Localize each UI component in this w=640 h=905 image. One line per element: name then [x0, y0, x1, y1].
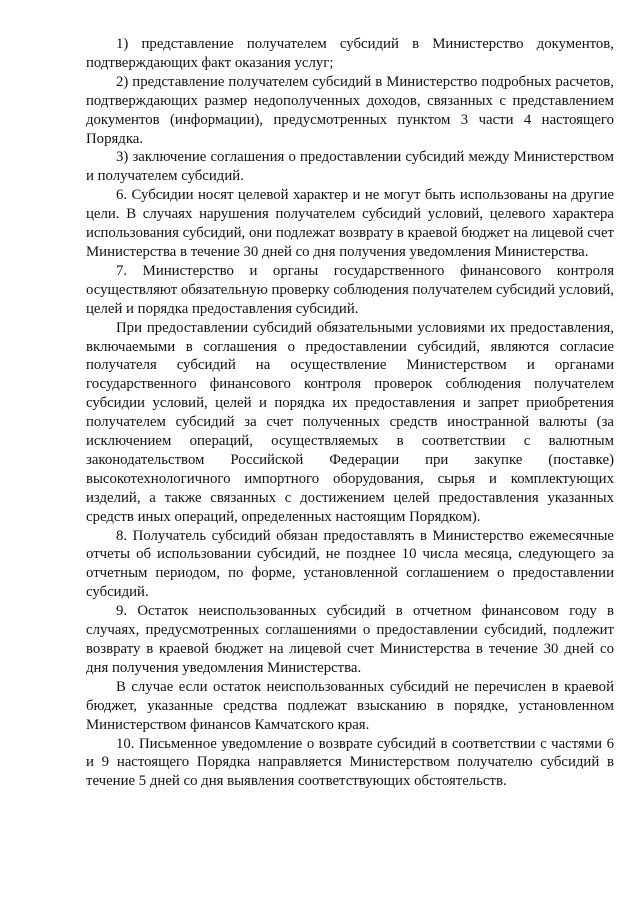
paragraph-item-2: 2) представление получателем субсидий в Министерство подробных расчетов, подтверждающих размер недополученных доходов, связанных с представлением документов (информации), предусмотренных пунктом 3 части 4 настоящего Порядка.	[86, 73, 614, 147]
paragraph-section-7-conditions: При предоставлении субсидий обязательными условиями их предоставления, включаемыми в соглашения о предоставлении субсидий, являются согласие получателя субсидий на осуществление Министерством и органами государственного финансового контроля проверок соблюдения получателем субсидии условий, целей и порядка их предоставления и запрет приобретения получателем субсидий за счет полученных средств иностранной валюты (за исключением операций, осуществляемых в соответствии с валютным законодательством Российской Федерации при закупке (поставке) высокотехнологичного импортного оборудования, сырья и комплектующих изделий, а также связанных с достижением целей предоставления указанных средств иных операций, определенных настоящим Порядком).	[86, 319, 614, 525]
document-body	[86, 35, 614, 791]
paragraph-item-3: 3) заключение соглашения о предоставлении субсидий между Министерством и получателем субсидий.	[86, 149, 614, 185]
paragraph-item-1: 1) представление получателем субсидий в Министерство документов, подтверждающих факт оказания услуг;	[86, 36, 614, 71]
paragraph-section-10: 10. Письменное уведомление о возврате субсидий в соответствии с частями 6 и 9 настоящего Порядка направляется Министерством получателю субсидий в течение 5 дней со дня выявления соответствующих обстоятельств.	[86, 735, 614, 790]
paragraph-section-9-recovery: В случае если остаток неиспользованных субсидий не перечислен в краевой бюджет, указанные средства подлежат взысканию в порядке, установленном Министерством финансов Камчатского края.	[86, 678, 614, 733]
paragraph-section-8: 8. Получатель субсидий обязан предоставлять в Министерство ежемесячные отчеты об использовании субсидий, не позднее 10 числа месяца, следующего за отчетным периодом, по форме, установленной соглашением о предоставлении субсидий.	[86, 527, 614, 601]
paragraph-section-6: 6. Субсидии носят целевой характер и не могут быть использованы на другие цели. В случаях нарушения получателем субсидий условий, целевого характера использования субсидий, они подлежат возврату в краевой бюджет на лицевой счет Министерства в течение 30 дней со дня получения уведомления Министерства.	[86, 187, 614, 260]
paragraph-section-9: 9. Остаток неиспользованных субсидий в отчетном финансовом году в случаях, предусмотренных соглашениями о предоставлении субсидий, подлежит возврату в краевой бюджет на лицевой счет Министерства в течение 30 дней со дня получения уведомления Министерства.	[86, 603, 614, 676]
paragraph-section-7: 7. Министерство и органы государственного финансового контроля осуществляют обязательную проверку соблюдения получателем субсидий условий, целей и порядка предоставления субсидий.	[86, 262, 614, 317]
